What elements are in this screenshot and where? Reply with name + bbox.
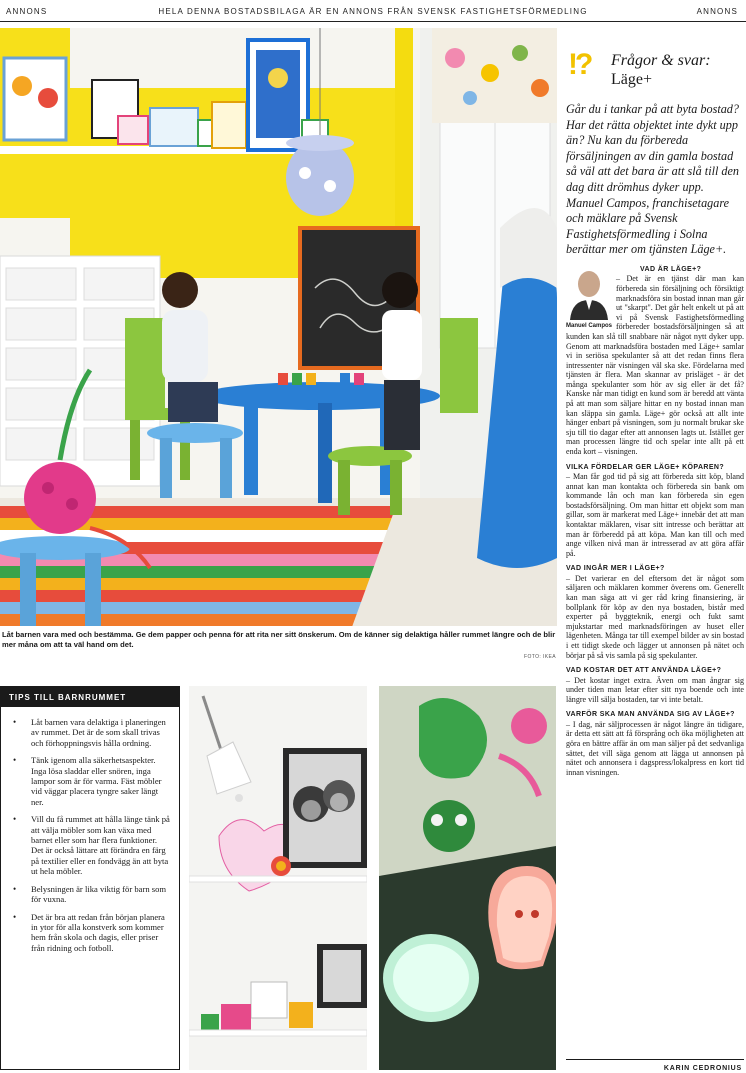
tips-list-item: • Låt barnen vara delaktiga i planeringen av rummet. Det är de som skall trivas och förhoppningsvis hålla ordning.	[31, 717, 171, 748]
qa-question: VILKA FÖRDELAR GER LÄGE+ KÖPAREN?	[566, 463, 725, 471]
qa-question: VARFÖR SKA MAN ANVÄNDA SIG AV LÄGE+?	[566, 711, 735, 719]
tips-list-item: • Belysningen är lika viktig för barn som för vuxna.	[31, 884, 171, 905]
qa-question: VAD KOSTAR DET ATT ANVÄNDA LÄGE+?	[566, 667, 722, 675]
page-header	[0, 0, 746, 22]
qa-answer: – Det varierar en del eftersom det är något som säljaren och mäklaren kommer överens om. Generellt kan man säga att vi ger råd kring finansiering, är bollplank för köp av den nya bostaden, bistår med experter på byggteknik, energi och fukt samt mjukstartar med marknadsföringen av huset eller lägenheten. Många tar till exempel bilder av sin bostad i ett tidigt skede och lägger ut annonsen på nätet och börjar på så vis samla på sig spekulanter.	[566, 573, 744, 660]
qa-body	[566, 266, 744, 777]
qa-answer: – Man får god tid på sig att förbereda sitt köp, bland annat kan man kontakta och förbereda sin bank om kommande lån och man kan förbereda sin egen bostadsförsäljning. Om man hittar ett objekt som man gillar, som är markerat med Läge+ innebär det att man kontaktar mäklaren, visar sitt intresse och berättar att man är förberedd på att köpa. Man kan till och med ange vilken nivå man är intresserad av att göra affär på.	[566, 472, 744, 558]
qa-answer: – I dag, när säljprocessen är något längre än tidigare, är detta ett sätt att få försprång och öka möjligheten att göra en bättre affär än om man säljer på det sedvanliga sättet, det vill säga genom att lägga ut annonsen på nätet och annonsera i dagspress/lokalpress en kort tid innan visningen.	[566, 719, 744, 777]
header-left-label: ANNONS	[6, 7, 48, 16]
hero-photo-kids-room	[0, 28, 557, 626]
header-center-label: HELA DENNA BOSTADSBILAGA ÄR EN ANNONS FRÅN SVENSK FASTIGHETSFÖRMEDLING	[158, 7, 588, 16]
portrait-photo	[566, 266, 613, 329]
qa-question: VAD INGÅR MER I LÄGE+?	[566, 565, 665, 573]
tips-title: TIPS TILL BARNRUMMET	[1, 687, 179, 707]
qa-answer: – Det är en tjänst där man kan förbereda sin försäljning och försiktigt marknadsföra sin bostad innan man går ut "skarpt". Det går helt enkelt ut på att vi på Svensk Fastighetsförmedling förbereder bostadsförsäljningen så att kunden kan slå till snabbare när något nytt dyker upp. Genom att marknadsföra bostaden med Läge+ samlar vi in seriösa spekulanter så att det redan finns flera intressenter när visningen väl ska ske. Fördelarna med tjänsten är flera. Man skannar av prisläget - är det många spekulanter som hör av sig eller är det få? Kanske når man tidigt en kund som är beredd att vänta på att man som säljare hittar en ny bostad innan man kan släppa sin gamla. Läge+ gör också att allt inte hänger enbart på visningen, som ju normalt brukar ske sju till tio dagar efter att annonsen lagts ut. Istället ger man processen längre tid och spelar inte allt på ett enda kort – visningen.	[566, 274, 744, 457]
byline: KARIN CEDRONIUS	[663, 1065, 742, 1072]
tips-list-item: • Vill du få rummet att hålla länge tänk på att välja möbler som kan växa med barnet eller som har flera funktioner. Det är också lättare att förändra en färg på textilier eller en fondvägg än att byta ut hela möbler.	[31, 814, 171, 876]
tips-list-item: • Tänk igenom alla säkerhetsaspekter. Inga lösa sladdar eller snören, inga lampor som är för varma. Fäst möbler vid väggar placera tyngre saker längt ner.	[31, 755, 171, 807]
qa-header	[566, 28, 744, 94]
night-lamps-photo	[379, 686, 556, 1070]
qa-answer: – Det kostar inget extra. Även om man ångrar sig under tiden man letar efter sitt nya boende och inte längre vill sälja bostaden, tar vi inte betalt.	[566, 675, 744, 704]
tips-list-item: • Det är bra att redan från början planera in ytor för alla konstverk som kommer hem från skola och dagis, eller priser från ridning och fotboll.	[31, 912, 171, 954]
header-right-label: ANNONS	[696, 7, 738, 16]
qa-article	[566, 28, 744, 1070]
hero-caption: Låt barnen vara med och bestämma. Ge dem papper och penna för att rita ner sitt önskerum. Om de känner sig delaktiga håller rummet längre och de blir mer måna om att ta väl hand om det.	[2, 630, 556, 649]
exclamation-question-icon: !?	[568, 48, 591, 81]
qa-title-line2: Läge+	[611, 71, 652, 88]
qa-question: VAD ÄR LÄGE+?	[640, 265, 702, 273]
tips-box	[0, 686, 180, 1070]
qa-lead: Går du i tankar på att byta bostad? Har det rätta objektet inte dykt upp än? Nu kan du förbereda försäljningen av din gamla bostad så väl att det bara är att slå till den dag ditt drömhus dyker upp. Manuel Campos, franchisetagare och mäklare på Svensk Fastighetsförmedling i Solna berättar mer om tjänsten Läge+.	[566, 102, 739, 257]
shelf-lamp-photo	[189, 686, 367, 1070]
qa-title-line1: Frågor & svar:	[611, 52, 711, 69]
portrait-name: Manuel Campos	[566, 322, 613, 329]
photo-credit: FOTO: IKEA	[524, 654, 556, 660]
tips-list	[1, 707, 179, 953]
byline-rule	[566, 1059, 744, 1060]
